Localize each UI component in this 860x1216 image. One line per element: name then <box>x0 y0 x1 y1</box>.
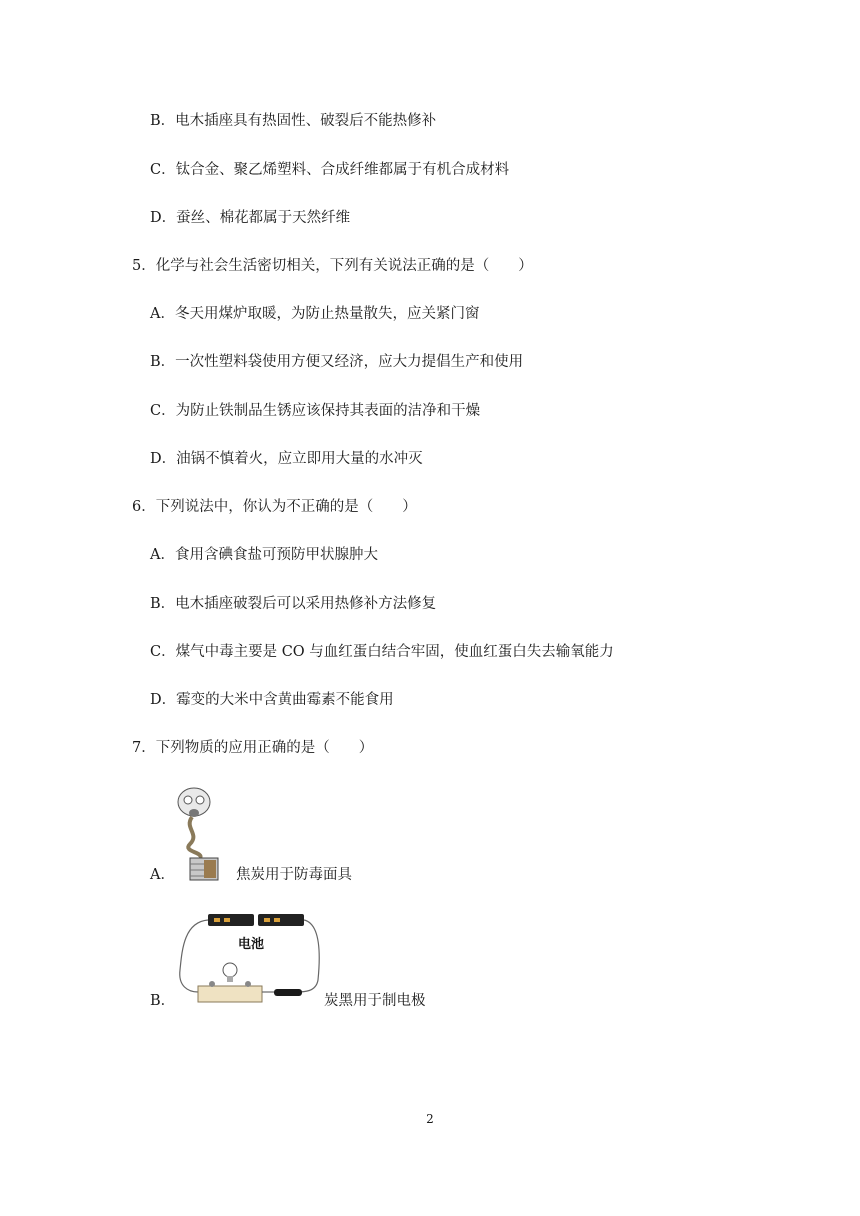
q6-option-d: D．霉变的大米中含黄曲霉素不能食用 <box>150 692 394 708</box>
q7-stem: 7．下列物质的应用正确的是（ ） <box>132 740 374 756</box>
q4-option-d: D．蚕丝、棉花都属于天然纤维 <box>150 210 351 226</box>
q5-option-d: D．油锅不慎着火，应立即用大量的水冲灭 <box>150 451 423 467</box>
q7-option-b-text: 炭黑用于制电极 <box>324 993 426 1009</box>
page-number: 2 <box>426 1112 434 1126</box>
q4-option-c: C．钛合金、聚乙烯塑料、合成纤维都属于有机合成材料 <box>150 162 510 178</box>
q7-option-a-text: 焦炭用于防毒面具 <box>236 867 352 883</box>
q6-stem: 6．下列说法中，你认为不正确的是（ ） <box>132 499 417 515</box>
q6-option-b: B．电木插座破裂后可以采用热修补方法修复 <box>150 596 437 612</box>
q6-option-c: C．煤气中毒主要是 CO 与血红蛋白结合牢固，使血红蛋白失去输氧能力 <box>150 644 614 660</box>
q5-stem: 5．化学与社会生活密切相关，下列有关说法正确的是（ ） <box>132 258 533 274</box>
battery-label: 电池 <box>238 937 265 952</box>
q6-option-a: A．食用含碘食盐可预防甲状腺肿大 <box>150 547 378 563</box>
q5-option-b: B．一次性塑料袋使用方便又经济，应大力提倡生产和使用 <box>150 354 524 370</box>
q7-option-b-letter: B． <box>150 993 176 1009</box>
q4-option-b: B．电木插座具有热固性、破裂后不能热修补 <box>150 113 437 129</box>
q5-option-c: C．为防止铁制品生锈应该保持其表面的洁净和干燥 <box>150 403 481 419</box>
gas-mask-image <box>170 782 225 882</box>
q7-option-a-letter: A． <box>150 867 175 883</box>
battery-circuit-image <box>174 910 324 1010</box>
q5-option-a: A．冬天用煤炉取暖，为防止热量散失，应关紧门窗 <box>150 306 480 322</box>
